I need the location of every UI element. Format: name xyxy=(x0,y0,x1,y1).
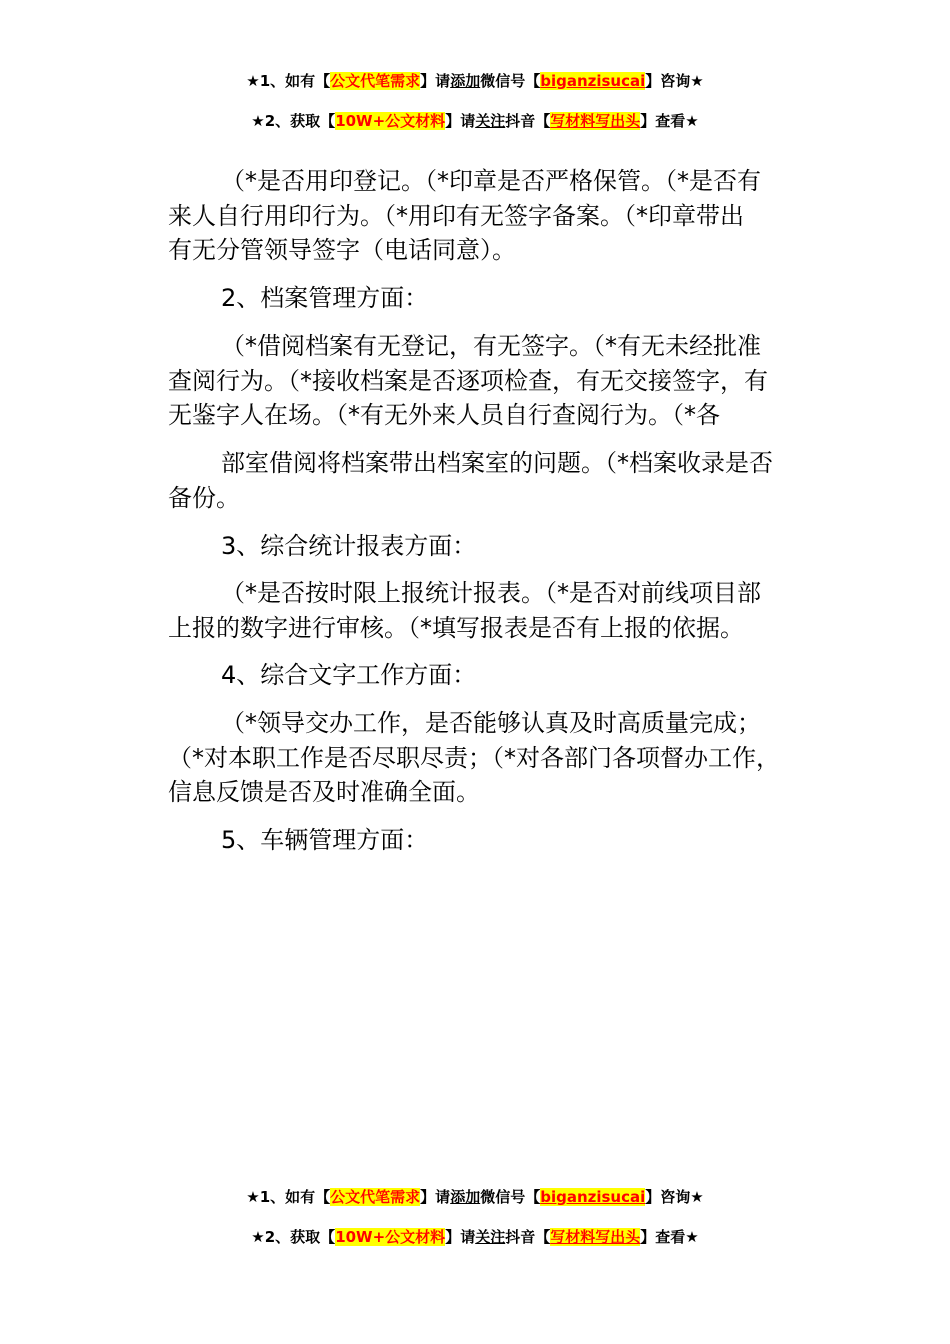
banner-text: 抖音【 xyxy=(505,1228,551,1246)
banner-emphasis: 添加 xyxy=(450,72,481,90)
banner-prefix: ★1、如有【 xyxy=(246,1188,331,1206)
banner-prefix: ★2、获取【 xyxy=(251,112,336,130)
banner-text: 】请 xyxy=(445,1228,476,1246)
banner-text: 】请 xyxy=(420,1188,451,1206)
banner-suffix: 】咨询★ xyxy=(645,1188,704,1206)
banner-prefix: ★1、如有【 xyxy=(246,72,331,90)
banner-text: 微信号【 xyxy=(480,1188,541,1206)
text-line: 备份。 xyxy=(168,483,240,512)
paragraph-archive-continued xyxy=(168,446,840,515)
banner-text: 】请 xyxy=(420,72,451,90)
text-line: （*领导交办工作，是否能够认真及时高质量完成； xyxy=(221,709,761,737)
heading-archive-management xyxy=(168,281,840,316)
banner-text: 】请 xyxy=(445,112,476,130)
text-line: （*借阅档案有无登记，有无签字。（*有无未经批准 xyxy=(221,332,761,360)
banner-emphasis: 添加 xyxy=(450,1188,481,1206)
banner-wechat-id: biganzisucai xyxy=(540,1188,646,1206)
text-line: 查阅行为。（*接收档案是否逐项检查，有无交接签字，有 xyxy=(168,366,768,395)
banner-emphasis: 关注 xyxy=(475,112,506,130)
banner-highlight: 10W+公文材料 xyxy=(335,1228,446,1246)
text-line: （*对本职工作是否尽职尽责；（*对各部门各项督办工作， xyxy=(168,743,780,772)
paragraph-archive-management xyxy=(168,329,840,433)
section-heading: 4、综合文字工作方面： xyxy=(221,661,477,689)
banner-suffix: 】查看★ xyxy=(640,112,699,130)
text-line: 来人自行用印行为。（*用印有无签字备案。（*印章带出 xyxy=(168,201,744,230)
top-banner-line-1 xyxy=(0,70,950,92)
heading-writing-work xyxy=(168,658,840,693)
banner-douyin-id: 写材料写出头 xyxy=(550,1228,641,1246)
section-heading: 5、车辆管理方面： xyxy=(221,826,429,854)
paragraph-seal-management xyxy=(168,164,840,268)
text-line: （*是否按时限上报统计报表。（*是否对前线项目部 xyxy=(221,579,761,607)
banner-suffix: 】咨询★ xyxy=(645,72,704,90)
bottom-banner-line-1 xyxy=(0,1186,950,1208)
heading-vehicle-management xyxy=(168,823,840,858)
banner-douyin-id: 写材料写出头 xyxy=(550,112,641,130)
banner-suffix: 】查看★ xyxy=(640,1228,699,1246)
section-heading: 3、综合统计报表方面： xyxy=(221,532,477,560)
paragraph-writing-work xyxy=(168,706,840,810)
text-line: （*是否用印登记。（*印章是否严格保管。（*是否有 xyxy=(221,167,761,195)
text-line: 上报的数字进行审核。（*填写报表是否有上报的依据。 xyxy=(168,613,744,642)
banner-highlight: 10W+公文材料 xyxy=(335,112,446,130)
top-banner-line-2 xyxy=(0,110,950,132)
banner-wechat-id: biganzisucai xyxy=(540,72,646,90)
banner-prefix: ★2、获取【 xyxy=(251,1228,336,1246)
text-line: 无鉴字人在场。（*有无外来人员自行查阅行为。（*各 xyxy=(168,401,720,429)
text-line: 部室借阅将档案带出档案室的问题。（*档案收录是否 xyxy=(221,449,773,477)
banner-highlight: 公文代笔需求 xyxy=(330,72,421,90)
text-line: 有无分管领导签字（电话同意）。 xyxy=(168,236,516,264)
paragraph-statistics-reports xyxy=(168,576,840,645)
banner-text: 抖音【 xyxy=(505,112,551,130)
section-heading: 2、档案管理方面： xyxy=(221,284,429,312)
heading-statistics-reports xyxy=(168,529,840,564)
banner-highlight: 公文代笔需求 xyxy=(330,1188,421,1206)
text-line: 信息反馈是否及时准确全面。 xyxy=(168,778,480,806)
banner-text: 微信号【 xyxy=(480,72,541,90)
bottom-banner-line-2 xyxy=(0,1226,950,1248)
banner-emphasis: 关注 xyxy=(475,1228,506,1246)
